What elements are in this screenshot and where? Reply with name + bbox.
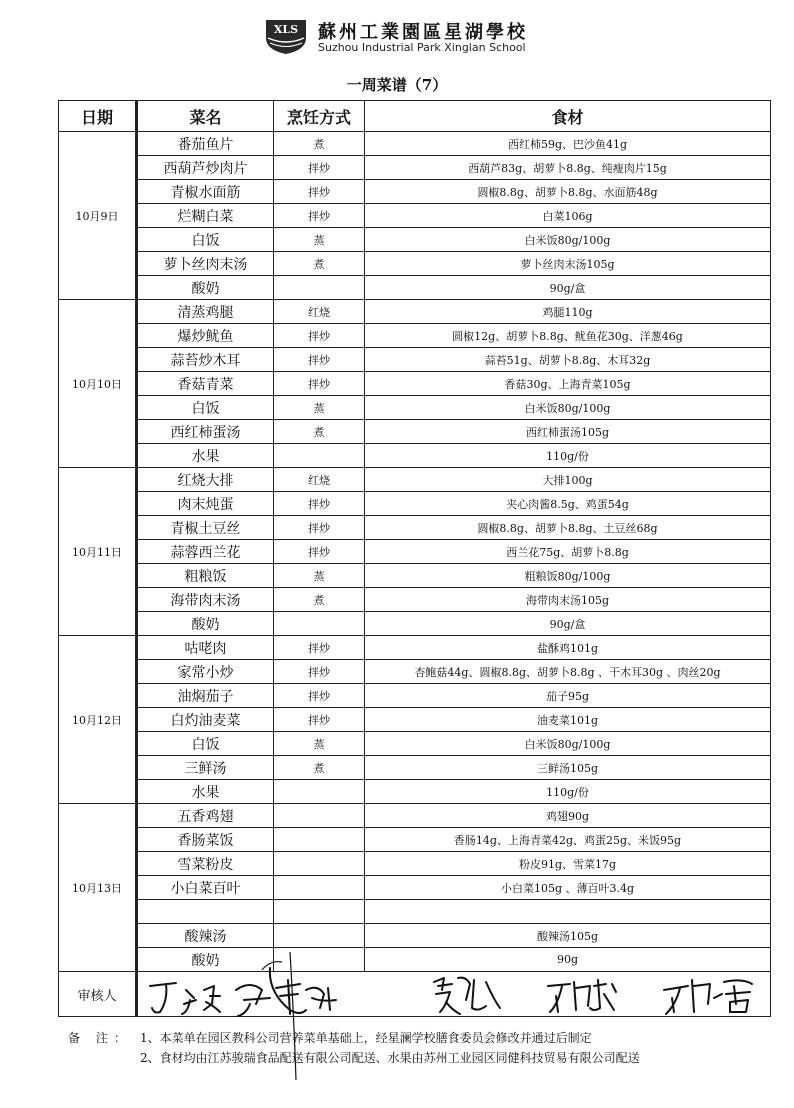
ingredients-cell: 茄子95g [365, 684, 771, 708]
dish-cell: 酸奶 [137, 276, 274, 300]
dish-cell: 爆炒鱿鱼 [137, 324, 274, 348]
ingredients-cell: 西葫芦83g、胡萝卜8.8g、纯瘦肉片15g [365, 156, 771, 180]
method-cell: 蒸 [274, 228, 365, 252]
table-row [59, 324, 771, 348]
method-cell [274, 276, 365, 300]
ingredients-cell: 西兰花75g、胡萝卜8.8g [365, 540, 771, 564]
ingredients-cell: 圆椒8.8g、胡萝卜8.8g、土豆丝68g [365, 516, 771, 540]
dish-cell: 家常小炒 [137, 660, 274, 684]
ingredients-cell: 海带肉末汤105g [365, 588, 771, 612]
method-cell: 拌炒 [274, 180, 365, 204]
method-cell: 蒸 [274, 564, 365, 588]
dish-cell: 白灼油麦菜 [137, 708, 274, 732]
header-method: 烹饪方式 [274, 101, 365, 132]
method-cell: 拌炒 [274, 492, 365, 516]
table-row [59, 180, 771, 204]
method-cell: 蒸 [274, 732, 365, 756]
method-cell: 拌炒 [274, 348, 365, 372]
dish-cell: 五香鸡翅 [137, 804, 274, 828]
table-row [59, 564, 771, 588]
method-cell: 拌炒 [274, 660, 365, 684]
table-row [59, 588, 771, 612]
dish-cell: 西红柿蛋汤 [137, 420, 274, 444]
ingredients-cell: 90g/盒 [365, 612, 771, 636]
date-cell: 10月9日 [59, 132, 137, 300]
ingredients-cell: 粉皮91g、雪菜17g [365, 852, 771, 876]
ingredients-cell: 夹心肉酱8.5g、鸡蛋54g [365, 492, 771, 516]
ingredients-cell: 盐酥鸡101g [365, 636, 771, 660]
note-line-2: 2、食材均由江苏骏瑞食品配送有限公司配送、水果由苏州工业园区同健科技贸易有限公司配送 [140, 1051, 640, 1065]
note-line-1: 1、本菜单在园区教科公司营养菜单基础上，经星澜学校膳食委员会修改并通过后制定 [140, 1031, 592, 1045]
table-row [59, 780, 771, 804]
table-row [59, 444, 771, 468]
table-row [59, 684, 771, 708]
table-row [59, 276, 771, 300]
table-row [59, 468, 771, 492]
ingredients-cell: 鸡翅90g [365, 804, 771, 828]
logo-text: XLS [273, 23, 299, 36]
ingredients-cell: 110g/份 [365, 780, 771, 804]
method-cell [274, 804, 365, 828]
table-row [59, 852, 771, 876]
dish-cell: 蒜蓉西兰花 [137, 540, 274, 564]
dish-cell: 清蒸鸡腿 [137, 300, 274, 324]
table-row [59, 228, 771, 252]
dish-cell: 咕咾肉 [137, 636, 274, 660]
table-row [59, 372, 771, 396]
ingredients-cell: 小白菜105g 、薄百叶3.4g [365, 876, 771, 900]
dish-cell: 青椒土豆丝 [137, 516, 274, 540]
method-cell: 煮 [274, 132, 365, 156]
method-cell [274, 876, 365, 900]
dish-cell: 西葫芦炒肉片 [137, 156, 274, 180]
table-row [59, 900, 771, 924]
dish-cell: 雪菜粉皮 [137, 852, 274, 876]
table-header-row [59, 101, 771, 132]
method-cell: 拌炒 [274, 324, 365, 348]
dish-cell: 小白菜百叶 [137, 876, 274, 900]
table-row [59, 132, 771, 156]
table-row [59, 828, 771, 852]
dish-cell: 酸奶 [137, 612, 274, 636]
dish-cell: 番茄鱼片 [137, 132, 274, 156]
date-cell: 10月12日 [59, 636, 137, 804]
dish-cell: 三鲜汤 [137, 756, 274, 780]
ingredients-cell: 圆椒8.8g、胡萝卜8.8g、水面筋48g [365, 180, 771, 204]
dish-cell: 烂糊白菜 [137, 204, 274, 228]
menu-body [59, 132, 771, 972]
ingredients-cell: 白菜106g [365, 204, 771, 228]
dish-cell: 酸奶 [137, 948, 274, 972]
method-cell: 煮 [274, 420, 365, 444]
table-row [59, 204, 771, 228]
table-row [59, 252, 771, 276]
table-row [59, 348, 771, 372]
method-cell: 拌炒 [274, 708, 365, 732]
method-cell: 煮 [274, 756, 365, 780]
dish-cell: 水果 [137, 780, 274, 804]
ingredients-cell: 粗粮饭80g/100g [365, 564, 771, 588]
dish-cell: 水果 [137, 444, 274, 468]
method-cell: 拌炒 [274, 516, 365, 540]
method-cell [274, 444, 365, 468]
ingredients-cell: 香菇30g、上海青菜105g [365, 372, 771, 396]
school-header [0, 14, 794, 58]
table-row [59, 660, 771, 684]
method-cell: 拌炒 [274, 636, 365, 660]
school-name-en: Suzhou Industrial Park Xinglan School [318, 41, 526, 54]
dish-cell: 粗粮饭 [137, 564, 274, 588]
ingredients-cell: 圆椒12g、胡萝卜8.8g、鱿鱼花30g、洋葱46g [365, 324, 771, 348]
reviewer-label: 审核人 [59, 972, 137, 1017]
date-cell: 10月13日 [59, 804, 137, 972]
ingredients-cell: 90g [365, 948, 771, 972]
reviewer-signatures-cell [137, 972, 771, 1017]
ingredients-cell: 白米饭80g/100g [365, 396, 771, 420]
method-cell [274, 612, 365, 636]
ingredients-cell: 90g/盒 [365, 276, 771, 300]
dish-cell: 白饭 [137, 732, 274, 756]
table-row [59, 876, 771, 900]
dish-cell: 白饭 [137, 396, 274, 420]
date-cell: 10月10日 [59, 300, 137, 468]
method-cell: 煮 [274, 252, 365, 276]
method-cell [274, 852, 365, 876]
ingredients-cell: 西红柿蛋汤105g [365, 420, 771, 444]
table-row [59, 396, 771, 420]
table-row [59, 540, 771, 564]
dish-cell: 青椒水面筋 [137, 180, 274, 204]
table-row [59, 756, 771, 780]
method-cell [274, 924, 365, 948]
method-cell: 煮 [274, 588, 365, 612]
dish-cell: 肉末炖蛋 [137, 492, 274, 516]
ingredients-cell: 110g/份 [365, 444, 771, 468]
table-row [59, 300, 771, 324]
table-row [59, 636, 771, 660]
ingredients-cell: 白米饭80g/100g [365, 228, 771, 252]
ingredients-cell [365, 900, 771, 924]
table-row [59, 156, 771, 180]
method-cell: 拌炒 [274, 204, 365, 228]
dish-cell: 蒜苔炒木耳 [137, 348, 274, 372]
method-cell: 拌炒 [274, 540, 365, 564]
method-cell: 蒸 [274, 396, 365, 420]
method-cell: 拌炒 [274, 372, 365, 396]
dish-cell: 油焖茄子 [137, 684, 274, 708]
header-ingredients: 食材 [365, 101, 771, 132]
ingredients-cell: 大排100g [365, 468, 771, 492]
ingredients-cell: 酸辣汤105g [365, 924, 771, 948]
dish-cell: 酸辣汤 [137, 924, 274, 948]
header-date: 日期 [59, 101, 137, 132]
method-cell: 拌炒 [274, 684, 365, 708]
dish-cell: 白饭 [137, 228, 274, 252]
table-row [59, 804, 771, 828]
table-row [59, 732, 771, 756]
method-cell [274, 828, 365, 852]
table-row [59, 516, 771, 540]
notes-label: 备 注： [68, 1031, 132, 1045]
method-cell [274, 780, 365, 804]
header-dish: 菜名 [137, 101, 274, 132]
table-row [59, 492, 771, 516]
ingredients-cell: 油麦菜101g [365, 708, 771, 732]
dish-cell: 香肠菜饭 [137, 828, 274, 852]
menu-table [58, 100, 771, 1017]
ingredients-cell: 蒜苔51g、胡萝卜8.8g、木耳32g [365, 348, 771, 372]
table-row [59, 924, 771, 948]
dish-cell [137, 900, 274, 924]
ingredients-cell: 鸡腿110g [365, 300, 771, 324]
table-row [59, 708, 771, 732]
school-name-cn: 蘇州工業園區星湖學校 [318, 22, 528, 43]
ingredients-cell: 西红柿59g、巴沙鱼41g [365, 132, 771, 156]
ingredients-cell: 白米饭80g/100g [365, 732, 771, 756]
dish-cell: 萝卜丝肉末汤 [137, 252, 274, 276]
page-title: 一周菜谱（7） [346, 76, 448, 94]
method-cell: 拌炒 [274, 156, 365, 180]
table-row [59, 420, 771, 444]
ingredients-cell: 香肠14g、上海青菜42g、鸡蛋25g、米饭95g [365, 828, 771, 852]
method-cell [274, 948, 365, 972]
notes-section [68, 1028, 640, 1068]
ingredients-cell: 杏鲍菇44g、圆椒8.8g、胡萝卜8.8g 、干木耳30g 、肉丝20g [365, 660, 771, 684]
reviewer-row [59, 972, 771, 1017]
dish-cell: 海带肉末汤 [137, 588, 274, 612]
dish-cell: 红烧大排 [137, 468, 274, 492]
method-cell: 红烧 [274, 300, 365, 324]
table-row [59, 948, 771, 972]
ingredients-cell: 萝卜丝肉末汤105g [365, 252, 771, 276]
table-row [59, 612, 771, 636]
dish-cell: 香菇青菜 [137, 372, 274, 396]
date-cell: 10月11日 [59, 468, 137, 636]
school-logo-icon [262, 16, 310, 56]
ingredients-cell: 三鲜汤105g [365, 756, 771, 780]
method-cell [274, 900, 365, 924]
method-cell: 红烧 [274, 468, 365, 492]
